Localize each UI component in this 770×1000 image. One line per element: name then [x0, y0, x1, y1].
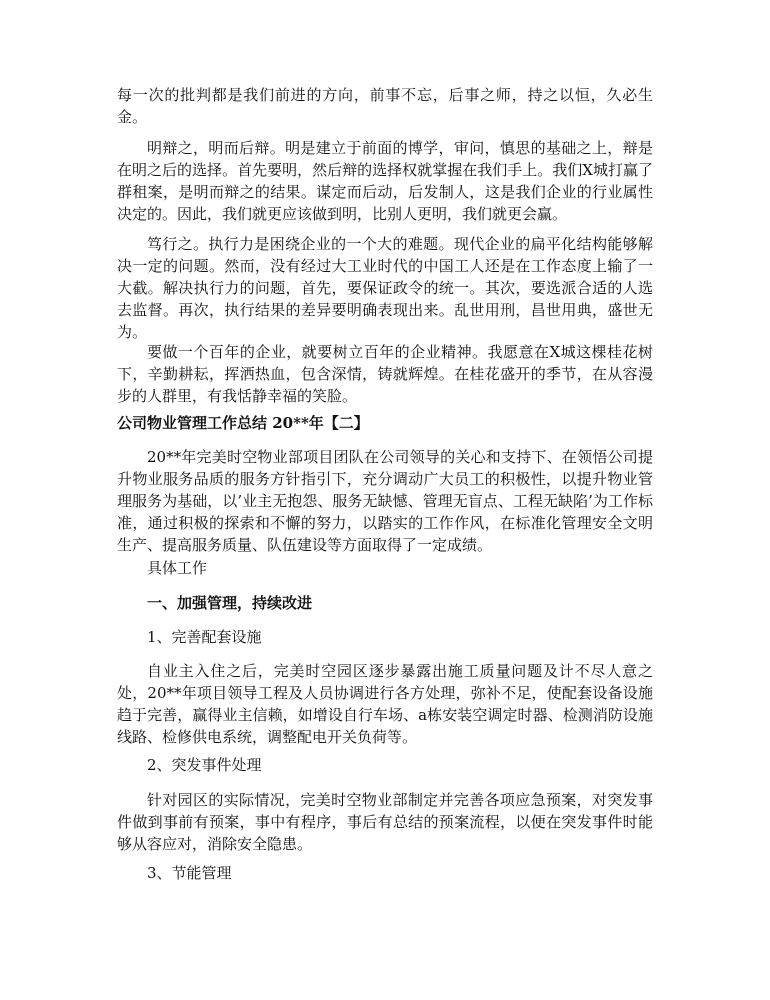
- paragraph-duxing: 笃行之。执行力是困绕企业的一个大的难题。现代企业的扁平化结构能够解决一定的问题。然而，没有经过大工业时代的中国工人还是在工作态度上输了一大截。解决执行力的问题，首先，要保证政令的统一。其次，要选派合适的人选去监督。再次，执行结果的差异要明确表现出来。乱世用刑，昌世用典，盛世无为。: [117, 235, 653, 341]
- paragraph-century-enterprise: 要做一个百年的企业，就要树立百年的企业精神。我愿意在X城这棵桂花树下，辛勤耕耘，挥洒热血，包含深情，铸就辉煌。在桂花盛开的季节，在从容漫步的人群里，有我恬静幸福的笑脸。: [117, 343, 653, 405]
- intro-paragraph: 20**年完美时空物业部项目团队在公司领导的关心和支持下、在领悟公司提升物业服务品质的服务方针指引下，充分调动广大员工的积极性，以提升物业管理服务为基础，以’业主无抱怨、服务无缺憾、管理无盲点、工程无缺陷’为工作标准，通过积极的探索和不懈的努力，以踏实的工作作风，在标准化管理安全文明生产、提高服务质量、队伍建设等方面取得了一定成绩。: [117, 448, 653, 554]
- paragraph-continued: 每一次的批判都是我们前进的方向，前事不忘，后事之师，持之以恒，久必生金。: [117, 86, 653, 126]
- paragraph-mingbian: 明辩之，明而后辩。明是建立于前面的博学，审问，慎思的基础之上，辩是在明之后的选择。首先要明，然后辩的选择权就掌握在我们手上。我们X城打赢了群租案，是明而辩之的结果。谋定而后动，后发制人，这是我们企业的行业属性决定的。因此，我们就更应该做到明，比别人更明，我们就更会赢。: [117, 139, 653, 223]
- section-title: 公司物业管理工作总结 20**年【二】: [117, 414, 369, 432]
- specific-work-heading: 具体工作: [147, 559, 208, 577]
- heading-strengthen-management: 一、加强管理，持续改进: [147, 594, 313, 612]
- subheading-facilities: 1、完善配套设施: [147, 628, 262, 646]
- subheading-energy-saving: 3、节能管理: [147, 864, 232, 882]
- paragraph-emergency: 针对园区的实际情况，完美时空物业部制定并完善各项应急预案，对突发事件做到事前有预案，事中有程序，事后有总结的预案流程，以便在突发事件时能够从容应对，消除安全隐患。: [117, 791, 653, 853]
- subheading-emergency: 2、突发事件处理: [147, 756, 262, 774]
- paragraph-facilities: 自业主入住之后，完美时空园区逐步暴露出施工质量问题及计不尽人意之处，20**年项目领导工程及人员协调进行各方处理，弥补不足，使配套设备设施趋于完善，赢得业主信赖，如增设自行车场、a栋安装空调定时器、检测消防设施线路、检修供电系统，调整配电开关负荷等。: [117, 662, 653, 746]
